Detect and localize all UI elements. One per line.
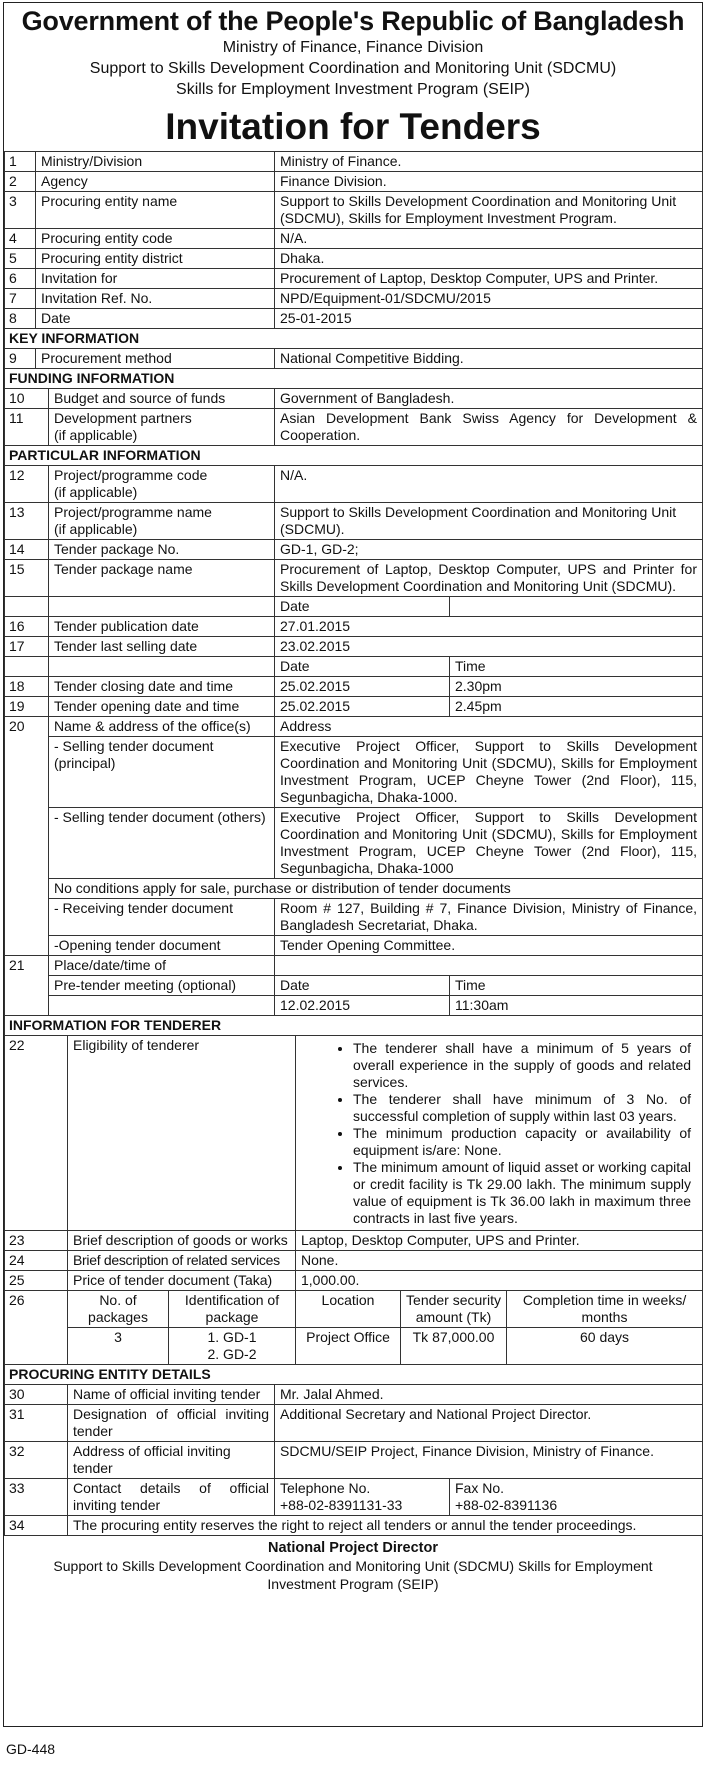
table-row: 14 Tender package No. GD-1, GD-2; [5, 540, 703, 560]
ministry-line: Ministry of Finance, Finance Division [222, 39, 484, 56]
table-row: 1 Ministry/Division Ministry of Finance. [5, 152, 703, 172]
table-row: 10 Budget and source of funds Government of Bangladesh. [5, 389, 703, 409]
table-row: 3 1. GD-1 2. GD-2 Project Office Tk 87,000.00 60 days [5, 1328, 703, 1365]
table-row: 5 Procuring entity district Dhaka. [5, 249, 703, 269]
table-row: 24 Brief description of related services None. [5, 1251, 703, 1271]
table-row: 13 Project/programme name (if applicable) Support to Skills Development Coordination and Monitoring Unit (SDCMU). [5, 503, 703, 540]
page-title: Invitation for Tenders [165, 106, 541, 147]
table-row: -Opening tender document Tender Opening Committee. [5, 936, 703, 956]
table-row: 11 Development partners (if applicable) Asian Development Bank Swiss Agency for Development & Cooperation. [5, 409, 703, 446]
table-row: 23 Brief description of goods or works Laptop, Desktop Computer, UPS and Printer. [5, 1231, 703, 1251]
unit-line: Support to Skills Development Coordination and Monitoring Unit (SDCMU) [89, 60, 617, 77]
table-row: Pre-tender meeting (optional) Date Time [5, 976, 703, 996]
section-heading: PARTICULAR INFORMATION [5, 446, 703, 466]
list-item: • The minimum production capacity or availability of equipment is/are: None. [353, 1125, 691, 1159]
table-row: 22 Eligibility of tenderer • The tenderer shall have a minimum of 5 years of overall experience in the supply of goods and related services. • The tenderer shall have minimum of 3 No. of successful completion of supply within last 03 years. • The minimum production capacity or availability of equipment is/are: None. • The minimum amount of liquid asset or working capital or credit facility is Tk 29.00 lakh. The minimum supply value of equipment is Tk 36.00 lakh in maximum three contracts in last five years. [5, 1036, 703, 1231]
table-row: 30 Name of official inviting tender Mr. Jalal Ahmed. [5, 1385, 703, 1405]
section-heading: FUNDING INFORMATION [5, 369, 703, 389]
table-row: 8 Date 25-01-2015 [5, 309, 703, 329]
table-row: 15 Tender package name Procurement of Laptop, Desktop Computer, UPS and Printer for Skills Development Coordination and Monitoring Unit (SDCMU). [5, 560, 703, 597]
table-row: 26 No. of packages Identification of package Location Tender security amount (Tk) Completion time in weeks/ months [5, 1291, 703, 1328]
table-row: 12.02.2015 11:30am [5, 996, 703, 1016]
ad-reference: GD-448 [6, 1741, 56, 1757]
table-row: 34 The procuring entity reserves the right to reject all tenders or annul the tender proceedings. [5, 1516, 703, 1536]
table-row: 18 Tender closing date and time 25.02.2015 2.30pm [5, 677, 703, 697]
signatory-title: National Project Director [267, 1540, 438, 1556]
table-row: 32 Address of official inviting tender SDCMU/SEIP Project, Finance Division, Ministry of Finance. [5, 1442, 703, 1479]
section-heading: KEY INFORMATION [5, 329, 703, 349]
table-row: 2 Agency Finance Division. [5, 172, 703, 192]
table-row: Date Time [5, 657, 703, 677]
table-row: - Selling tender document (principal) Executive Project Officer, Support to Skills Development Coordination and Monitoring Unit (SDCMU), Skills for Employment Investment Program, UCEP Cheyne Tower (2nd Floor), 115, Segunbagicha, Dhaka-1000. [5, 737, 703, 808]
tender-table-a [4, 151, 703, 1036]
notice-header [4, 5, 702, 148]
section-heading: INFORMATION FOR TENDERER [5, 1016, 703, 1036]
table-row: 20 Name & address of the office(s) Address [5, 717, 703, 737]
table-row: 31 Designation of official inviting tender Additional Secretary and National Project Director. [5, 1405, 703, 1442]
table-row: No conditions apply for sale, purchase or distribution of tender documents [5, 879, 703, 899]
tender-table-b [4, 1035, 703, 1385]
table-row: 9 Procurement method National Competitive Bidding. [5, 349, 703, 369]
table-row: 17 Tender last selling date 23.02.2015 [5, 637, 703, 657]
government-title: Government of the People's Republic of Bangladesh [21, 6, 685, 36]
signature-block [4, 1538, 702, 1593]
table-row: 6 Invitation for Procurement of Laptop, Desktop Computer, UPS and Printer. [5, 269, 703, 289]
table-row: 21 Place/date/time of [5, 956, 703, 976]
table-row: 4 Procuring entity code N/A. [5, 229, 703, 249]
eligibility-list [301, 1040, 697, 1227]
table-row: 3 Procuring entity name Support to Skills Development Coordination and Monitoring Unit (SDCMU), Skills for Employment Investment Program. [5, 192, 703, 229]
table-row: 19 Tender opening date and time 25.02.2015 2.45pm [5, 697, 703, 717]
table-row: - Selling tender document (others) Executive Project Officer, Support to Skills Development Coordination and Monitoring Unit (SDCMU), Skills for Employment Investment Program, UCEP Cheyne Tower (2nd Floor), 115, Segunbagicha, Dhaka-1000 [5, 808, 703, 879]
signatory-unit: Support to Skills Development Coordination and Monitoring Unit (SDCMU) Skills for Employment Investment Program (SEIP) [53, 1558, 653, 1592]
tender-table-c [4, 1384, 703, 1536]
table-row: 16 Tender publication date 27.01.2015 [5, 617, 703, 637]
section-heading: PROCURING ENTITY DETAILS [5, 1365, 703, 1385]
program-line: Skills for Employment Investment Program (SEIP) [176, 81, 530, 98]
table-row: - Receiving tender document Room # 127, Building # 7, Finance Division, Ministry of Finance, Bangladesh Secretariat, Dhaka. [5, 899, 703, 936]
list-item: • The tenderer shall have minimum of 3 No. of successful completion of supply within last 03 years. [353, 1091, 691, 1125]
table-row: Date [5, 597, 703, 617]
tender-notice [3, 2, 703, 1727]
table-row: 7 Invitation Ref. No. NPD/Equipment-01/SDCMU/2015 [5, 289, 703, 309]
list-item: • The tenderer shall have a minimum of 5 years of overall experience in the supply of goods and related services. [353, 1040, 691, 1091]
table-row: 33 Contact details of official inviting tender Telephone No. +88-02-8391131-33 Fax No. +88-02-8391136 [5, 1479, 703, 1516]
table-row: 25 Price of tender document (Taka) 1,000.00. [5, 1271, 703, 1291]
table-row: 12 Project/programme code (if applicable) N/A. [5, 466, 703, 503]
list-item: • The minimum amount of liquid asset or working capital or credit facility is Tk 29.00 lakh. The minimum supply value of equipment is Tk 36.00 lakh in maximum three contracts in last five years. [353, 1159, 691, 1227]
